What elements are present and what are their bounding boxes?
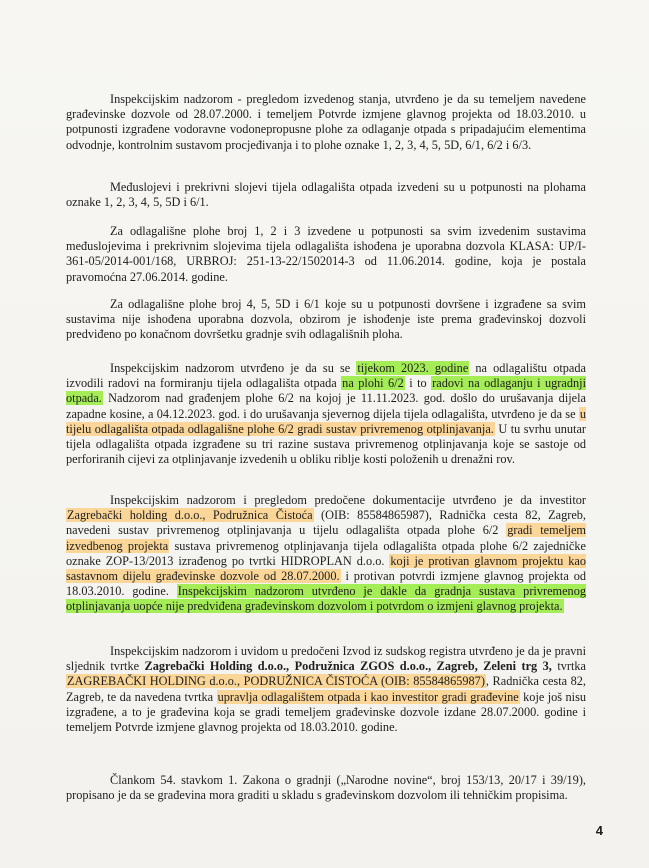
page-number: 4 bbox=[595, 823, 603, 838]
highlight-green: Inspekcijskim nadzorom utvrđeno je dakle da gradnja sustava privremenog otplinjavanja uopće nije predviđena građevinskom dozvolom i potvrdom o izmjeni glavnog projekta. bbox=[66, 584, 586, 614]
bold-text: Zagrebački Holding d.o.o., Podružnica ZGOS d.o.o., Zagreb, Zeleni trg 3, bbox=[144, 659, 552, 674]
paragraph-text: Inspekcijskim nadzorom - pregledom izvedenog stanja, utvrđeno je da su temeljem navedene građevinske dozvole od 28.07.2000. i temeljem Potvrde izmjene glavnog projekta od 18.03.2010. u potpunosti izgrađene vodoravne vodonepropusne plohe za odlaganje otpada s pripadajućim elementima odvodnje, kontrolnim sustavom procjeđivanja i to plohe oznake 1, 2, 3, 4, 5, 5D, 6/1, 6/2 i 6/3. bbox=[66, 92, 586, 152]
paragraph-law-article bbox=[66, 773, 586, 803]
paragraph-legal-successor bbox=[66, 644, 586, 735]
highlight-orange: koji je protivan glavnom projektu kao sastavnom dijelu građevinske dozvole od 28.07.2000. bbox=[66, 553, 586, 584]
highlight-orange: upravlja odlagalištem otpada i kao investitor gradi građevine bbox=[217, 689, 519, 704]
highlight-orange: ZAGREBAČKI HOLDING d.o.o., PODRUŽNICA ČISTOĆA (OIB: 85584865987) bbox=[67, 674, 485, 689]
text-run: Nadzorom nad građenjem plohe 6/2 na kojoj je 11.11.2023. god. došlo do urušavanja dijela zapadne kosine, a 04.12.2023. god. i do urušavanja sjevernog dijela tijela odlagališta, utvrđeno je da se bbox=[66, 391, 586, 421]
paragraph-text: Međuslojevi i prekrivni slojevi tijela odlagališta otpada izvedeni su u potpunosti na plohama oznake 1, 2, 3, 4, 5, 5D i 6/1. bbox=[66, 180, 586, 210]
paragraph-works-2023 bbox=[66, 361, 586, 467]
paragraph-text: Člankom 54. stavkom 1. Zakona o gradnji („Narodne novine“, broj 153/13, 20/17 i 39/19), propisano je da se građevina mora graditi u skladu s građevinskom dozvolom ili tehničkim propisima. bbox=[66, 773, 586, 803]
text-run: tvrtka bbox=[551, 659, 586, 674]
text-run: Inspekcijskim nadzorom i pregledom predočene dokumentacije utvrđeno je da investitor bbox=[110, 493, 586, 507]
text-run: U tu svrhu unutar tijela odlagališta otpada izgrađene su tri razine sustava privremenog otplinjavanja koje se sastoje od perforiranih cijevi za otplinjavanje izvedenih u obliku riblje kosti položenih u drenažni rov. bbox=[66, 421, 586, 467]
text-run: i to bbox=[404, 376, 432, 391]
paragraph-text: Za odlagališne plohe broj 1, 2 i 3 izvedene u potpunosti sa svim izvedenim sustavima međuslojevima i prekrivnim slojevima tijela odlagališta ishođena je uporabna dozvola KLASA: UP/I-361-05/2014-001/168, URBROJ: 251-13-22/1502014-3 od 11.06.2014. godine, koja je postala pravomoćna 27.06.2014. godine. bbox=[66, 224, 586, 284]
paragraph-layers bbox=[66, 180, 586, 210]
highlight-green: na plohi 6/2 bbox=[342, 376, 404, 391]
paragraph-investor bbox=[66, 493, 586, 615]
text-run: Inspekcijskim nadzorom i uvidom u predočeni Izvod iz sudskog registra utvrđeno je da je pravni sljednik tvrtke bbox=[66, 644, 586, 674]
paragraph-inspection-built-state bbox=[66, 92, 586, 153]
text-run: koje još nisu izgrađene, a to je građevina koja se gradi temeljem građevinske dozvole izdane 28.07.2000. godine i temeljem Potvrde izmjene glavnog projekta od 18.03.2010. godine. bbox=[66, 689, 586, 735]
highlight-orange: Zagrebački holding d.o.o., Podružnica Čistoća bbox=[67, 508, 313, 523]
text-run: sustava privremenog otplinjavanja tijela odlagališta otpada plohe 6/2 zajedničke oznake ZOP-13/2013 izrađenog po tvrtki HIDROPLAN d.o.o. bbox=[66, 538, 586, 568]
text-run: Inspekcijskim nadzorom utvrđeno je da su se bbox=[110, 361, 357, 375]
text-run: i protivan potvrdi izmjene glavnog projekta od 18.03.2010. godine. bbox=[66, 569, 586, 599]
highlight-green: tijekom 2023. godine bbox=[357, 361, 469, 375]
text-run: , Radnička cesta 82, Zagreb, te da navedena tvrtka bbox=[66, 674, 586, 704]
highlight-orange: u tijelu odlagališta otpada odlagališne plohe 6/2 gradi sustav privremenog otplinjavanja. bbox=[66, 406, 586, 436]
text-run: (OIB: 85584865987), Radnička cesta 82, Zagreb, navedeni sustav privremenog otplinjavanja u tijelu odlagališta otpada plohe 6/2 bbox=[66, 508, 587, 538]
highlight-green: radovi na odlaganju i ugradnji otpada. bbox=[66, 376, 586, 406]
text-run: na odlagalištu otpada izvodili radovi na formiranju tijela odlagališta otpada bbox=[66, 361, 586, 391]
paragraph-text: Za odlagališne plohe broj 4, 5, 5D i 6/1 koje su u potpunosti dovršene i izgrađene sa svim sustavima nije ishođena uporabna dozvola, obzirom je ishođenje iste prema građevinskoj dozvoli predviđeno po konačnom dovršetku gradnje svih odlagališnih ploha. bbox=[66, 297, 586, 342]
paragraph-no-use-permit bbox=[66, 297, 586, 343]
paragraph-use-permit bbox=[66, 224, 586, 285]
highlight-orange: gradi temeljem izvedbenog projekta bbox=[66, 523, 586, 553]
